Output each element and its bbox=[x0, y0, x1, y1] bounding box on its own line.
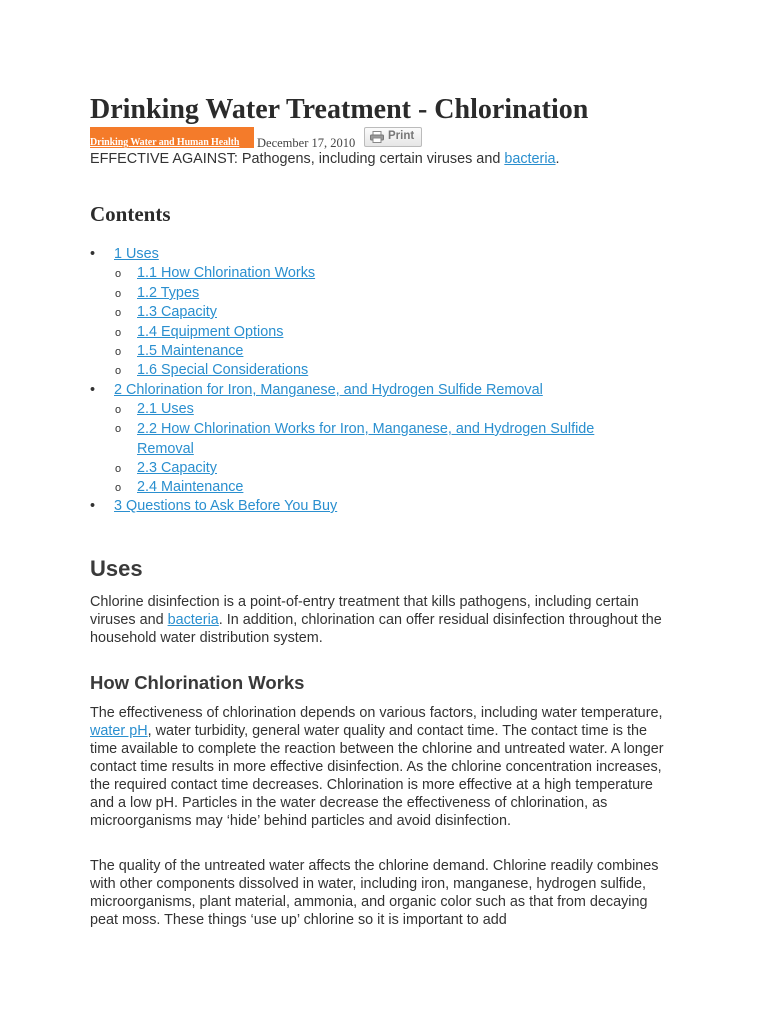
printer-icon bbox=[370, 131, 384, 143]
sub-bullet: o bbox=[115, 346, 122, 358]
page-title: Drinking Water Treatment - Chlorination bbox=[90, 94, 589, 125]
toc-link[interactable]: 1 Uses bbox=[114, 246, 159, 262]
effective-against bbox=[90, 151, 560, 167]
category-link[interactable]: Drinking Water and Human Health bbox=[90, 127, 254, 148]
toc-link[interactable]: 3 Questions to Ask Before You Buy bbox=[114, 498, 338, 514]
bullet: • bbox=[90, 246, 96, 262]
how-paragraph-1 bbox=[90, 704, 675, 830]
toc-link[interactable]: 2.3 Capacity bbox=[137, 460, 217, 476]
how-text-a: The effectiveness of chlorination depends on various factors, including water temperature, bbox=[90, 705, 663, 721]
toc-link[interactable]: 2 Chlorination for Iron, Manganese, and Hydrogen Sulfide Removal bbox=[114, 382, 543, 398]
bullet: • bbox=[90, 498, 96, 514]
sub-bullet: o bbox=[115, 482, 122, 494]
sub-bullet: o bbox=[115, 268, 122, 280]
toc-link[interactable]: 2.4 Maintenance bbox=[137, 479, 244, 495]
bullet: • bbox=[90, 382, 96, 398]
toc-link[interactable]: 1.3 Capacity bbox=[137, 304, 217, 320]
toc-link[interactable]: 1.5 Maintenance bbox=[137, 343, 244, 359]
sub-bullet: o bbox=[115, 307, 122, 319]
sub-bullet: o bbox=[115, 327, 122, 339]
sub-bullet: o bbox=[115, 423, 122, 435]
bacteria-link[interactable]: bacteria bbox=[504, 151, 556, 167]
toc-link[interactable]: 2.1 Uses bbox=[137, 401, 194, 417]
effective-text: EFFECTIVE AGAINST: Pathogens, including certain viruses and bbox=[90, 151, 505, 167]
contents-title: Contents bbox=[90, 202, 171, 226]
toc-link[interactable]: 1.6 Special Considerations bbox=[137, 362, 309, 378]
sub-bullet: o bbox=[115, 404, 122, 416]
print-button[interactable] bbox=[364, 127, 422, 147]
toc-link[interactable]: 1.2 Types bbox=[137, 285, 200, 301]
effective-suffix: . bbox=[555, 151, 560, 167]
uses-text-a: Chlorine disinfection is a point-of-entry treatment that kills pathogens, including certain viruses and bbox=[90, 594, 639, 628]
publish-date: December 17, 2010 bbox=[257, 136, 356, 150]
how-paragraph-2: The quality of the untreated water affects the chlorine demand. Chlorine readily combines with other components dissolved in water, including iron, manganese, hydrogen sulfide, microorganisms, plant material, ammonia, and organic color such as that from decaying peat moss. These things ‘use up’ chlorine so it is important to add bbox=[90, 858, 659, 928]
uses-text-b: . In addition, chlorination can offer residual disinfection throughout the household water distribution system. bbox=[90, 612, 662, 646]
section-title-uses: Uses bbox=[90, 556, 143, 581]
sub-bullet: o bbox=[115, 463, 122, 475]
sub-bullet: o bbox=[115, 365, 122, 377]
toc-link[interactable]: 2.2 How Chlorination Works for Iron, Manganese, and Hydrogen Sulfide Removal bbox=[137, 421, 595, 457]
print-label: Print bbox=[388, 130, 415, 142]
section-title-how: How Chlorination Works bbox=[90, 672, 305, 693]
toc-link[interactable]: 1.4 Equipment Options bbox=[137, 324, 284, 340]
toc-link[interactable]: 1.1 How Chlorination Works bbox=[137, 265, 316, 281]
sub-bullet: o bbox=[115, 288, 122, 300]
how-text-b: , water turbidity, general water quality and contact time. The contact time is the time available to complete the reaction between the chlorine and untreated water. A longer contact time results in more effective disinfection. As the chlorine concentration increases, the required contact time decreases. Chlorination is more effective at a high temperature and a low pH. Particles in the water decrease the effectiveness of chlorination, as microorganisms may ‘hide’ behind particles and avoid disinfection. bbox=[90, 723, 664, 829]
bacteria-link[interactable]: bacteria bbox=[167, 612, 219, 628]
water-ph-link[interactable]: water pH bbox=[90, 723, 148, 739]
uses-paragraph bbox=[90, 593, 675, 647]
